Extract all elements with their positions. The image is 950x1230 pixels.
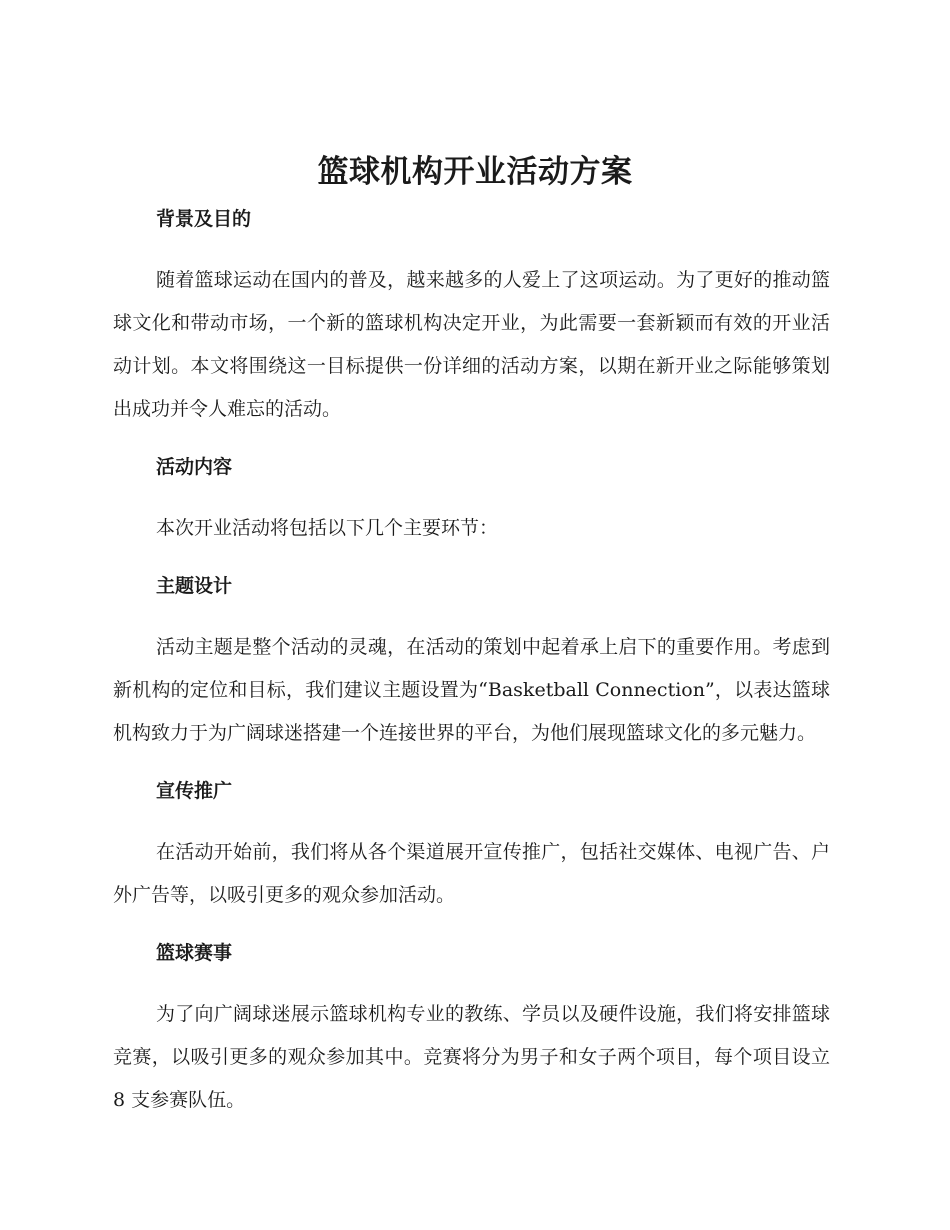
section-paragraph-basketball-games: 为了向广阔球迷展示篮球机构专业的教练、学员以及硬件设施，我们将安排篮球竞赛，以吸引更多的观众参加其中。竞赛将分为男子和女子两个项目，每个项目设立 8 支参赛队伍。 <box>113 1003 830 1111</box>
document-title: 篮球机构开业活动方案 <box>317 154 633 190</box>
section-heading-theme-design: 主题设计 <box>156 575 233 597</box>
section-paragraph-background: 随着篮球运动在国内的普及，越来越多的人爱上了这项运动。为了更好的推动篮球文化和带动市场，一个新的篮球机构决定开业，为此需要一套新颖而有效的开业活动计划。本文将围绕这一目标提供一份详细的活动方案，以期在新开业之际能够策划出成功并令人难忘的活动。 <box>113 269 830 420</box>
section-paragraph-promotion: 在活动开始前，我们将从各个渠道展开宣传推广，包括社交媒体、电视广告、户外广告等，以吸引更多的观众参加活动。 <box>113 841 830 906</box>
section-heading-promotion: 宣传推广 <box>156 780 233 802</box>
section-heading-activity-content: 活动内容 <box>156 456 233 478</box>
section-paragraph-theme-design: 活动主题是整个活动的灵魂，在活动的策划中起着承上启下的重要作用。考虑到新机构的定位和目标，我们建议主题设置为“Basketball Connection”，以表达篮球机构致力于为广阔球迷搭建一个连接世界的平台，为他们展现篮球文化的多元魅力。 <box>113 636 830 744</box>
document-body <box>113 204 830 1122</box>
section-heading-background: 背景及目的 <box>156 208 252 230</box>
section-paragraph-activity-content: 本次开业活动将包括以下几个主要环节： <box>156 517 499 539</box>
section-heading-basketball-games: 篮球赛事 <box>156 942 233 964</box>
